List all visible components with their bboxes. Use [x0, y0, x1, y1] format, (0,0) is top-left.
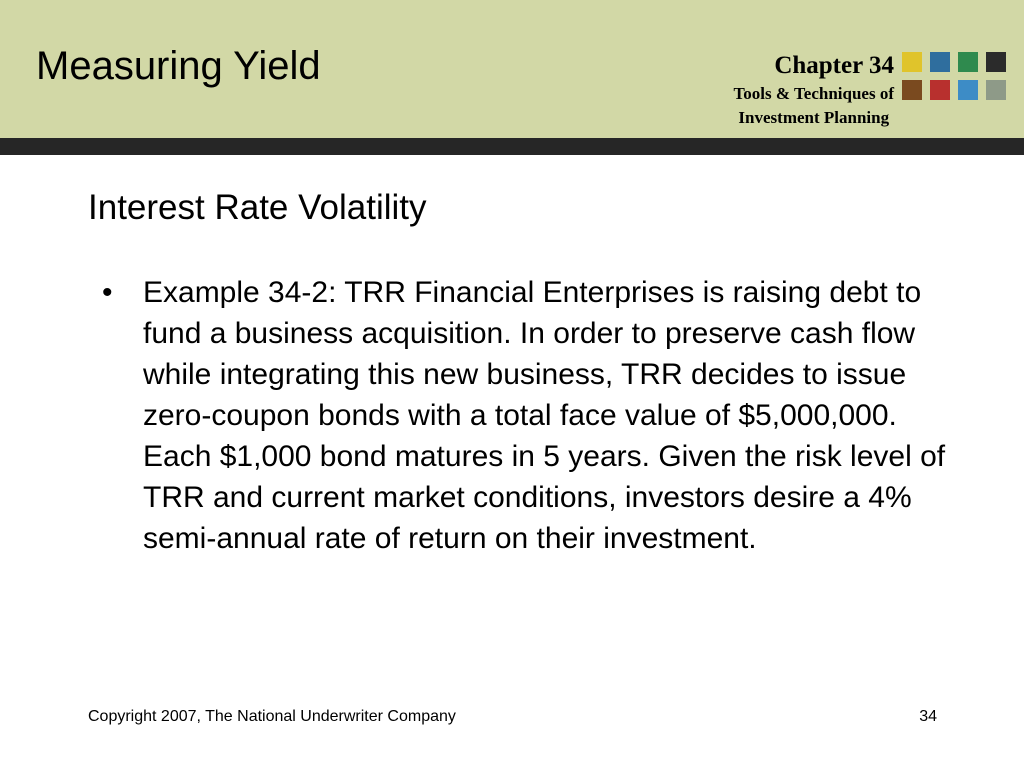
bullet-text: Example 34-2: TRR Financial Enterprises is raising debt to fund a business acquisition. In order to preserve cash flow while integrating this new business, TRR decides to issue zero-coupon bonds with a total face value of $5,000,000. Each $1,000 bond matures in 5 years. Given the risk level of TRR and current market conditions, investors desire a 4% semi-annual rate of return on their investment. — [143, 276, 946, 555]
chapter-subtitle-line1: Tools & Techniques of — [733, 84, 894, 103]
color-swatch-logo — [902, 52, 1006, 104]
chapter-block — [734, 50, 894, 130]
footer-page-number: 34 — [919, 708, 937, 725]
swatch-2 — [930, 52, 950, 72]
swatch-8 — [986, 80, 1006, 100]
swatch-6 — [930, 80, 950, 100]
swatch-5 — [902, 80, 922, 100]
footer-copyright: Copyright 2007, The National Underwriter Company — [88, 708, 456, 725]
swatch-4 — [986, 52, 1006, 72]
chapter-label: Chapter 34 — [774, 52, 894, 79]
header-divider — [0, 138, 1024, 155]
swatch-1 — [902, 52, 922, 72]
section-heading: Interest Rate Volatility — [88, 188, 427, 227]
swatch-7 — [958, 80, 978, 100]
chapter-subtitle-line2: Investment Planning — [738, 108, 890, 127]
bullet-dot-icon: • — [102, 276, 113, 309]
slide-title: Measuring Yield — [36, 44, 321, 88]
swatch-3 — [958, 52, 978, 72]
